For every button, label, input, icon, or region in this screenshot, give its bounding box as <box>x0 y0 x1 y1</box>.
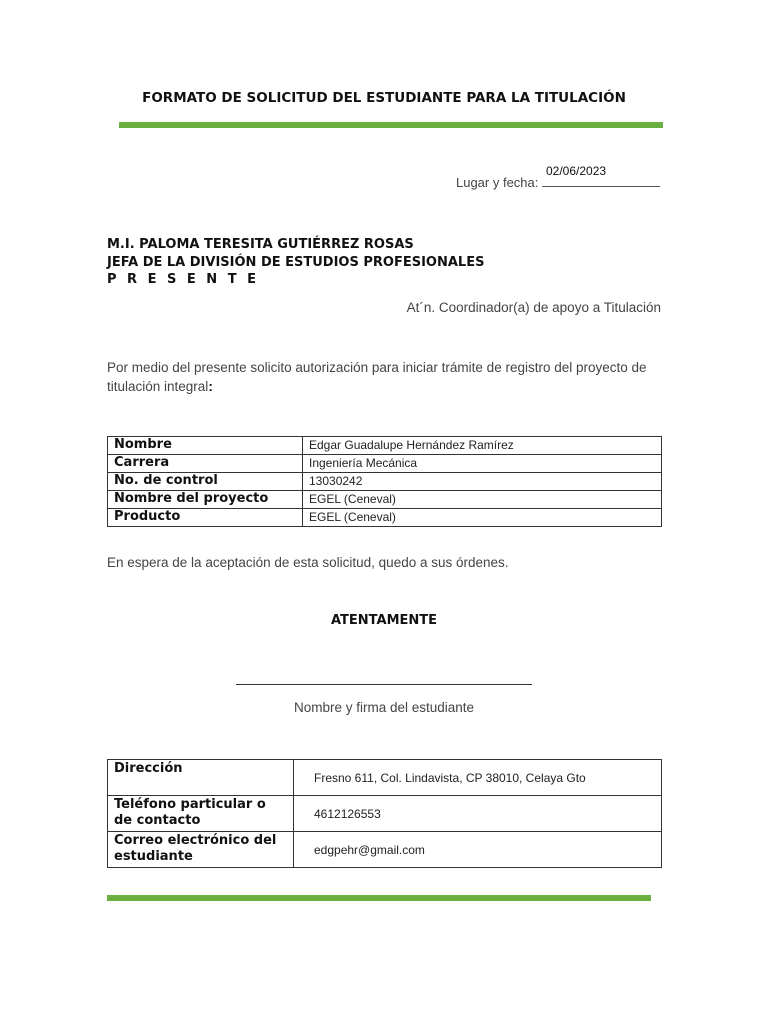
place-date-value: 02/06/2023 <box>546 164 607 178</box>
addressee-position: JEFA DE LA DIVISIÓN DE ESTUDIOS PROFESIONALES <box>107 254 485 270</box>
row-value[interactable]: Ingeniería Mecánica <box>303 455 662 473</box>
table-row <box>108 437 662 455</box>
row-value[interactable]: EGEL (Ceneval) <box>303 491 662 509</box>
intro-text: Por medio del presente solicito autorización para iniciar trámite de registro del proyecto de titulación integral <box>107 360 647 394</box>
table-row <box>108 491 662 509</box>
bottom-green-divider <box>107 895 651 901</box>
place-date-label: Lugar y fecha: <box>455 175 539 190</box>
row-label: Nombre <box>108 437 303 455</box>
row-label: No. de control <box>108 473 303 491</box>
attention-line: At´n. Coordinador(a) de apoyo a Titulación <box>406 300 661 315</box>
contact-info-table <box>107 759 662 868</box>
intro-colon: : <box>208 379 213 394</box>
place-date-line[interactable] <box>542 164 660 187</box>
signature-line[interactable] <box>236 684 532 685</box>
row-label: Correo electrónico del estudiante <box>108 832 294 868</box>
table-row <box>108 509 662 527</box>
student-info-table <box>107 436 662 527</box>
row-value[interactable]: Edgar Guadalupe Hernández Ramírez <box>303 437 662 455</box>
table-row <box>108 455 662 473</box>
row-value[interactable]: 13030242 <box>303 473 662 491</box>
intro-paragraph <box>107 358 667 396</box>
row-label: Nombre del proyecto <box>108 491 303 509</box>
row-value[interactable]: 4612126553 <box>294 796 662 832</box>
row-value[interactable]: EGEL (Ceneval) <box>303 509 662 527</box>
place-date-field <box>380 164 660 190</box>
row-label: Teléfono particular o de contacto <box>108 796 294 832</box>
row-label: Producto <box>108 509 303 527</box>
row-label: Carrera <box>108 455 303 473</box>
signature-caption: Nombre y firma del estudiante <box>293 700 475 715</box>
addressee-block <box>107 236 484 289</box>
atentamente-heading: ATENTAMENTE <box>330 613 438 628</box>
table-row <box>108 760 662 796</box>
closing-paragraph: En espera de la aceptación de esta solicitud, quedo a sus órdenes. <box>107 555 509 570</box>
document-title: FORMATO DE SOLICITUD DEL ESTUDIANTE PARA LA TITULACIÓN <box>142 90 626 106</box>
table-row <box>108 796 662 832</box>
row-value[interactable]: edgpehr@gmail.com <box>294 832 662 868</box>
addressee-presente: P R E S E N T E <box>107 272 259 287</box>
addressee-name: M.I. PALOMA TERESITA GUTIÉRREZ ROSAS <box>107 237 414 252</box>
table-row <box>108 832 662 868</box>
top-green-divider <box>119 122 663 128</box>
row-value[interactable]: Fresno 611, Col. Lindavista, CP 38010, Celaya Gto <box>294 760 662 796</box>
table-row <box>108 473 662 491</box>
row-label: Dirección <box>108 760 294 796</box>
